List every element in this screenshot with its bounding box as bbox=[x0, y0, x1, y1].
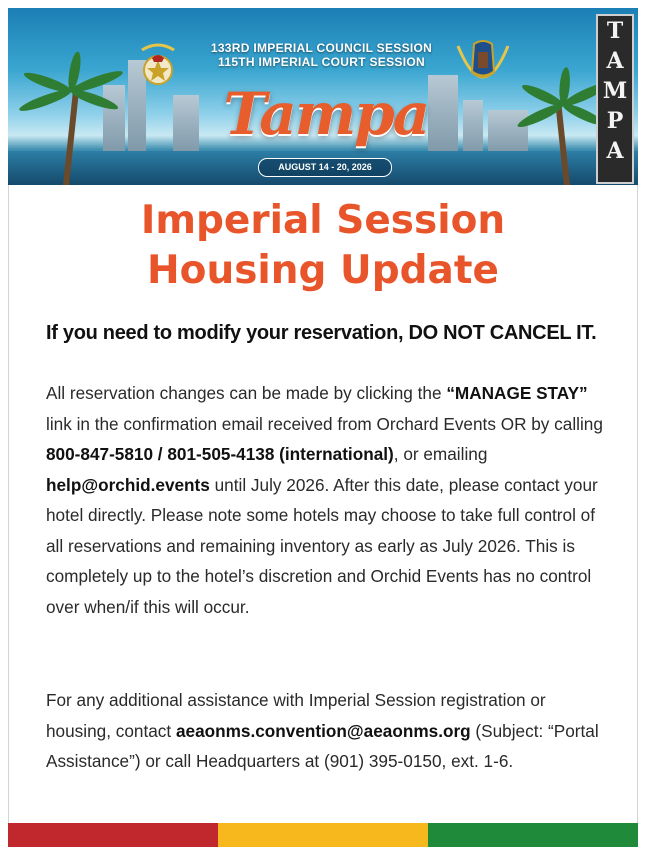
subheading bbox=[46, 322, 626, 345]
help-email[interactable]: help@orchid.events bbox=[46, 474, 210, 495]
subheading-emphasis: DO NOT CANCEL IT. bbox=[408, 322, 597, 344]
sign-letter: T bbox=[606, 18, 624, 44]
tampa-script-logo: Tampa bbox=[223, 80, 429, 148]
title-line-2: Housing Update bbox=[147, 248, 499, 293]
header-banner bbox=[8, 8, 638, 185]
skyline-building bbox=[103, 85, 125, 155]
convention-email[interactable]: aeaonms.convention@aeaonms.org bbox=[175, 720, 471, 741]
shrine-scimitar-emblem-icon bbox=[138, 42, 178, 90]
stripe-red bbox=[8, 823, 218, 847]
skyline-building bbox=[173, 95, 199, 155]
sign-letter: P bbox=[606, 108, 624, 134]
p1-text-2: link in the confirmation email received from Orchard Events OR by calling bbox=[46, 413, 603, 434]
pharaoh-emblem-icon bbox=[450, 38, 516, 94]
manage-stay-label: “MANAGE STAY” bbox=[446, 383, 588, 403]
assistance-paragraph bbox=[46, 685, 606, 777]
stripe-yellow bbox=[218, 823, 428, 847]
session-line-1: 133RD IMPERIAL COUNCIL SESSION bbox=[210, 41, 433, 55]
skyline-building bbox=[463, 100, 483, 155]
session-heading bbox=[194, 41, 449, 69]
event-dates: AUGUST 14 - 20, 2026 bbox=[258, 158, 392, 177]
sign-letter: A bbox=[606, 48, 624, 74]
skyline-building bbox=[488, 110, 528, 155]
p1-text-4: until July 2026. After this date, please contact your hotel directly. Please note some hotels may choose to take full control of all reservations and remaining inventory as early as July 2026. This is completely up to the hotel’s discretion and Orchid Events has no control over when/if this will occur. bbox=[46, 474, 598, 617]
sign-letter: M bbox=[602, 78, 628, 104]
tampa-theatre-sign bbox=[596, 14, 634, 184]
session-line-2: 115TH IMPERIAL COURT SESSION bbox=[218, 55, 425, 69]
color-stripe-footer bbox=[8, 823, 638, 847]
stripe-green bbox=[428, 823, 638, 847]
reservation-changes-paragraph bbox=[46, 378, 606, 622]
subheading-text: If you need to modify your reservation, bbox=[46, 322, 409, 344]
phone-numbers[interactable]: 800-847-5810 / 801-505-4138 (international) bbox=[46, 444, 394, 464]
p1-text-3: , or emailing bbox=[393, 444, 488, 464]
p1-text-1: All reservation changes can be made by clicking the bbox=[46, 383, 447, 403]
title-line-1: Imperial Session bbox=[140, 198, 506, 243]
p2-text-2: (Subject: “Portal Assistance”) or call Headquarters at (901) 395-0150, ext. 1-6. bbox=[46, 720, 599, 771]
p2-text-1: For any additional assistance with Imperial Session registration or housing, contact bbox=[46, 690, 546, 741]
sign-letter: A bbox=[606, 138, 624, 164]
page-title bbox=[8, 196, 638, 296]
